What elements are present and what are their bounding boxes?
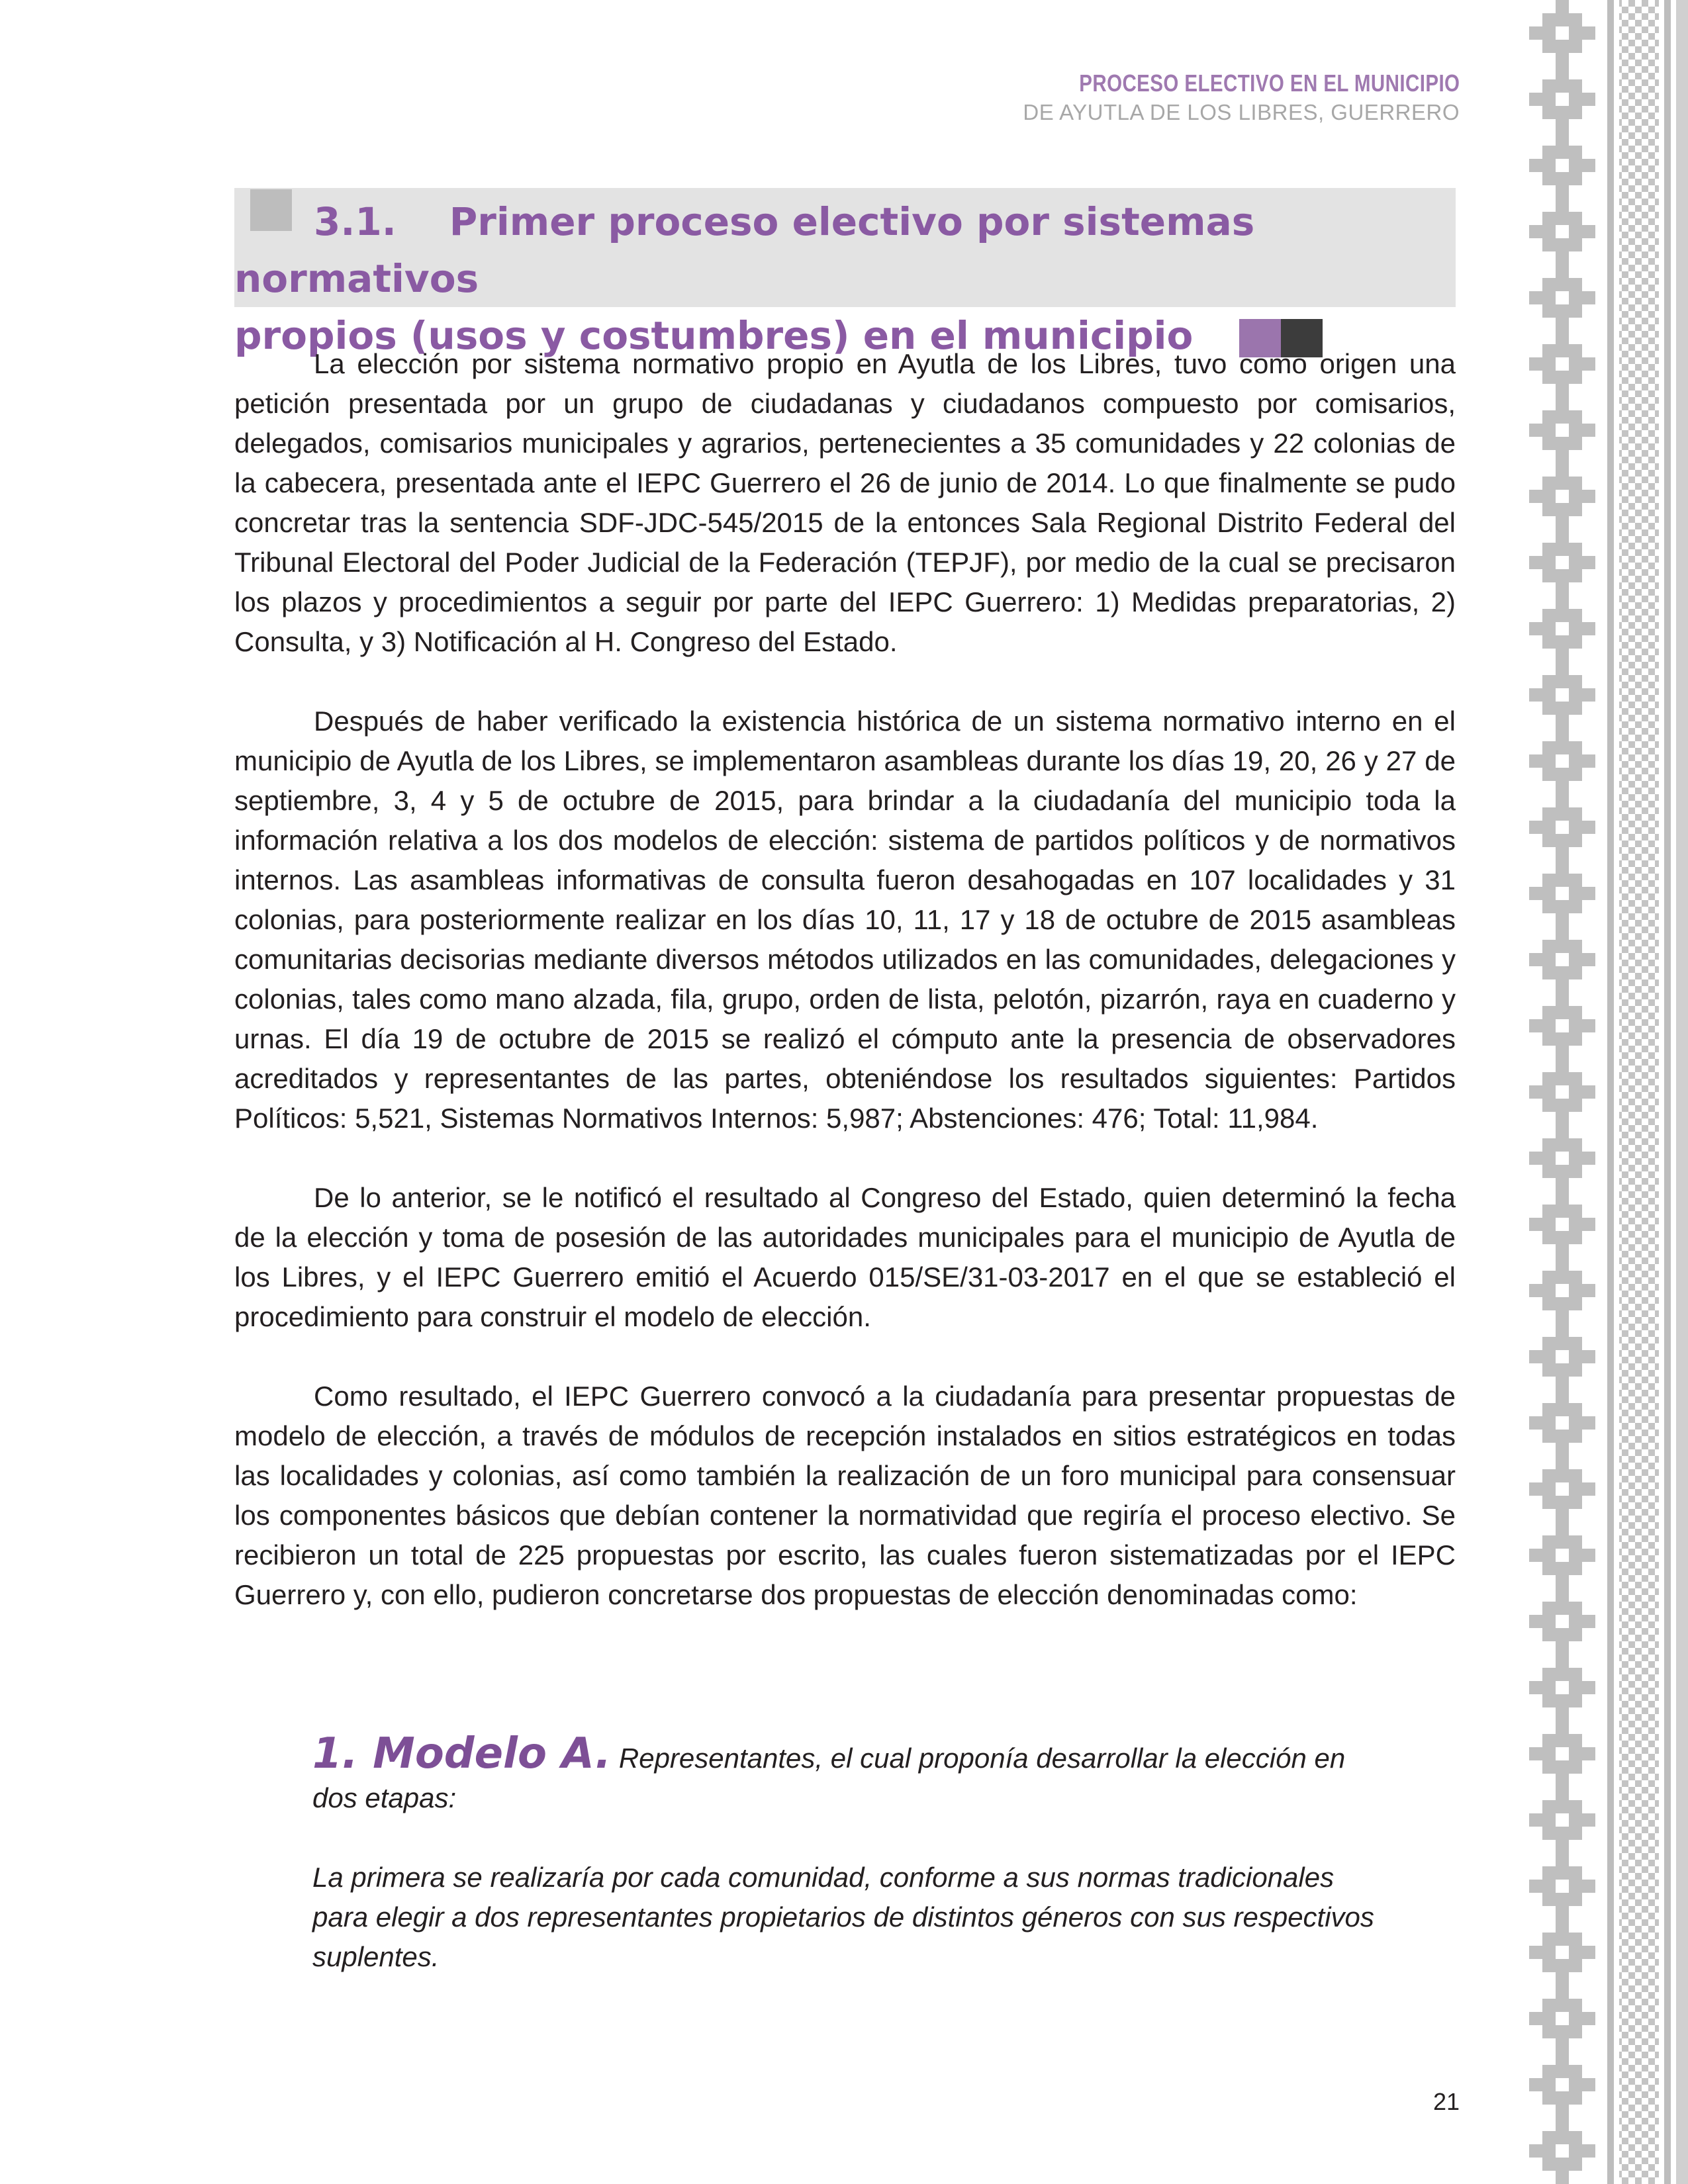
model-a-block [312, 1729, 1378, 2017]
paragraph: De lo anterior, se le notificó el resultado al Congreso del Estado, quien determinó la fecha de la elección y toma de posesión de las autoridades municipales para el municipio de Ayutla de los Libres, y el IEPC Guerrero emitió el Acuerdo 015/SE/31-03-2017 en el que se estableció el procedimiento para construir el modelo de elección. [234, 1182, 1456, 1332]
body-text [234, 344, 1456, 1655]
section-title-line2: propios (usos y costumbres) en el municipio [234, 313, 1194, 358]
page-number: 21 [1432, 2088, 1460, 2115]
model-a-title: 1. Modelo A. [312, 1729, 612, 1778]
model-a-intro: Representantes, el cual proponía desarrollar la elección en dos etapas: [312, 1743, 1346, 1813]
decorative-border-pattern [1523, 0, 1688, 2184]
paragraph: Como resultado, el IEPC Guerrero convocó a la ciudadanía para presentar propuestas de modelo de elección, a través de módulos de recepción instalados en sitios estratégicos en todas las localidades y colonias, así como también la realización de un foro municipal para consensuar los componentes básicos que debían contener la normatividad que regiría el proceso electivo. Se recibieron un total de 225 propuestas por escrito, las cuales fueron sistematizadas por el IEPC Guerrero y, con ello, pudieron concretarse dos propuestas de elección denominadas como: [234, 1381, 1456, 1610]
model-a-detail: La primera se realizaría por cada comunidad, conforme a sus normas tradicionales para elegir a dos representantes propietarios de distintos géneros con sus respectivos suplentes. [312, 1862, 1374, 1972]
section-heading [234, 193, 1452, 364]
running-header [996, 68, 1460, 126]
paragraph: Después de haber verificado la existencia histórica de un sistema normativo interno en el municipio de Ayutla de los Libres, se implementaron asambleas durante los días 19, 20, 26 y 27 de septiembre, 3, 4 y 5 de octubre de 2015, para brindar a la ciudadanía del municipio toda la información relativa a los dos modelos de elección: sistema de partidos políticos y de normativos internos. Las asambleas informativas de consulta fueron desahogadas en 107 localidades y 31 colonias, para posteriormente realizar en los días 10, 11, 17 y 18 de octubre de 2015 asambleas comunitarias decisorias mediante diversos métodos utilizados en las comunidades, delegaciones y colonias, tales como mano alzada, fila, grupo, orden de lista, pelotón, pizarrón, raya en cuaderno y urnas. El día 19 de octubre de 2015 se realizó el cómputo ante la presencia de observadores acreditados y representantes de las partes, obteniéndose los resultados siguientes: Partidos Políticos: 5,521, Sistemas Normativos Internos: 5,987; Abstenciones: 476; Total: 11,984. [234, 705, 1456, 1134]
paragraph: La elección por sistema normativo propio en Ayutla de los Libres, tuvo como origen una petición presentada por un grupo de ciudadanas y ciudadanos compuesto por comisarios, delegados, comisarios municipales y agrarios, pertenecientes a 35 comunidades y 22 colonias de la cabecera, presentada ante el IEPC Guerrero el 26 de junio de 2014. Lo que finalmente se pudo concretar tras la sentencia SDF-JDC-545/2015 de la entonces Sala Regional Distrito Federal del Tribunal Electoral del Poder Judicial de la Federación (TEPJF), por medio de la cual se precisaron los plazos y procedimientos a seguir por parte del IEPC Guerrero: 1) Medidas preparatorias, 2) Consulta, y 3) Notificación al H. Congreso del Estado. [234, 348, 1456, 657]
running-header-subtitle: DE AYUTLA DE LOS LIBRES, GUERRERO [1023, 100, 1460, 124]
section-number: 3.1. [314, 199, 397, 244]
section-title-line1: Primer proceso electivo por sistemas normativos [234, 199, 1255, 301]
running-header-title: PROCESO ELECTIVO EN EL MUNICIPIO [1078, 69, 1460, 97]
